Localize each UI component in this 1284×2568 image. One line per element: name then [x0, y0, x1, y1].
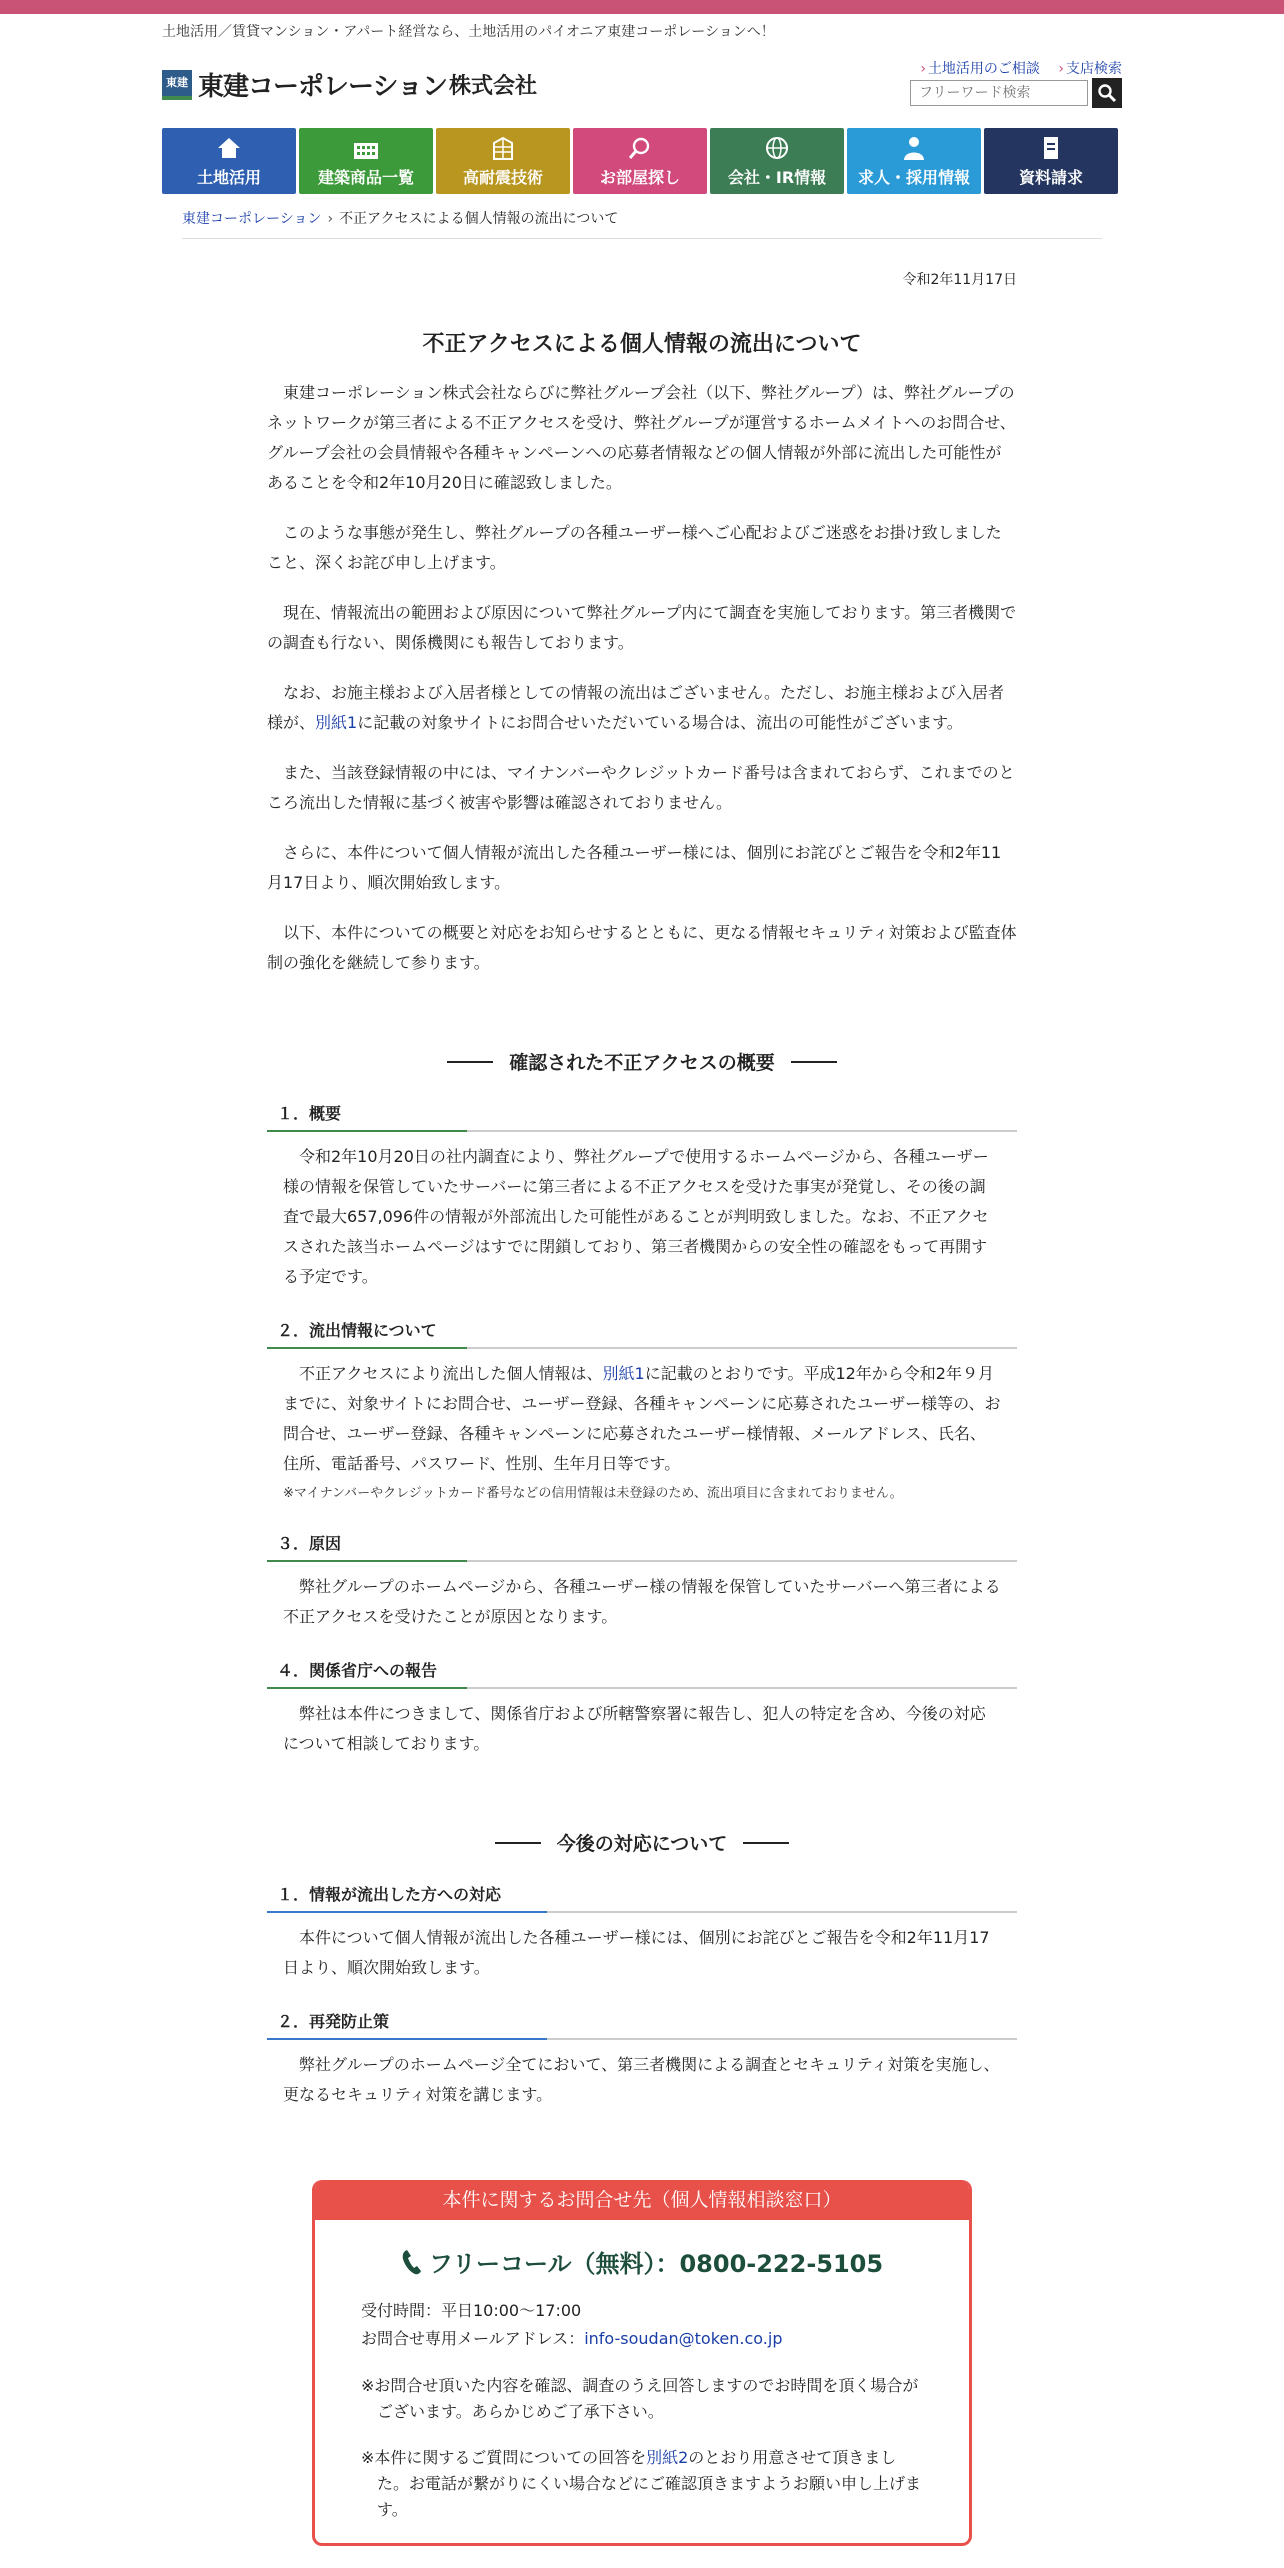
document-icon	[1038, 135, 1064, 161]
breadcrumb-current: 不正アクセスによる個人情報の流出について	[339, 211, 619, 227]
intro-paragraph-4: なお、お施主様および入居者様としての情報の流出はございません。ただし、お施主様および入居者様が、別紙1に記載の対象サイトにお問合せいただいている場合は、流出の可能性がございます。	[267, 683, 1004, 732]
intro-paragraph-5: また、当該登録情報の中には、マイナンバーやクレジットカード番号は含まれておらず、これまでのところ流出した情報に基づく被害や影響は確認されておりません。	[267, 763, 1015, 812]
nav-seismic-tech[interactable]: 高耐震技術	[436, 128, 570, 194]
intro-paragraph-1: 東建コーポレーション株式会社ならびに弊社グループ会社（以下、弊社グループ）は、弊社グループのネットワークが第三者による不正アクセスを受け、弊社グループが運営するホームメイトへのお問合せ、グループ会社の会員情報や各種キャンペーンへの応募者情報などの個人情報が外部に流出した可能性があることを令和2年10月20日に確認致しました。	[267, 383, 1016, 492]
overview-leaked-info-title: ２．流出情報について	[267, 1318, 1017, 1349]
magnifier-icon	[627, 135, 653, 161]
contact-mail-line: お問合せ専用メールアドレス：info-soudan@token.co.jp	[361, 2329, 783, 2348]
contact-note-2: ※本件に関するご質問についての回答を別紙2のとおり用意させて頂きました。お電話が繋がりにくい場合などにご確認頂きますようお願い申し上げます。	[361, 2448, 922, 2519]
chevron-right-icon: ›	[327, 211, 334, 227]
chevron-right-icon: ›	[1058, 61, 1064, 77]
intro-paragraph-7: 以下、本件についての概要と対応をお知らせするとともに、更なる情報セキュリティ対策および監査体制の強化を継続して参ります。	[267, 923, 1017, 972]
overview-cause-title: ３．原因	[267, 1531, 1017, 1562]
person-icon	[901, 135, 927, 161]
header-links	[906, 58, 1122, 78]
overview-summary-title: １．概要	[267, 1101, 1017, 1132]
overview-cause-text: 弊社グループのホームページから、各種ユーザー様の情報を保管していたサーバーへ第三者による不正アクセスを受けたことが原因となります。	[283, 1577, 1001, 1626]
page-header	[162, 22, 1122, 239]
publish-date: 令和2年11月17日	[902, 272, 1017, 288]
search-button[interactable]	[1092, 78, 1122, 108]
nav-request-docs[interactable]: 資料請求	[984, 128, 1118, 194]
nav-recruit[interactable]: 求人・採用情報	[847, 128, 981, 194]
page-title: 不正アクセスによる個人情報の流出について	[422, 332, 862, 357]
house-icon	[216, 135, 242, 161]
globe-icon	[764, 135, 790, 161]
attachment-1-link[interactable]: 別紙1	[602, 1364, 645, 1383]
freecall-number[interactable]: フリーコール（無料）：0800-222-5105	[361, 2244, 923, 2279]
contact-hours: 受付時間：平日10:00～17:00	[361, 2301, 582, 2320]
company-logo[interactable]	[162, 66, 537, 103]
search-icon	[1097, 83, 1117, 103]
logo-text: 東建コーポレーション	[198, 72, 447, 102]
intro-paragraph-6: さらに、本件について個人情報が流出した各種ユーザー様には、個別にお詫びとご報告を令和2年11月17日より、順次開始致します。	[267, 843, 1002, 892]
intro-paragraph-3: 現在、情報流出の範囲および原因について弊社グループ内にて調査を実施しております。第三者機関での調査も行ない、関係機関にも報告しております。	[267, 603, 1017, 652]
response-prevention-text: 弊社グループのホームページ全てにおいて、第三者機関による調査とセキュリティ対策を実施し、更なるセキュリティ対策を講じます。	[283, 2055, 1000, 2104]
branch-search-link[interactable]: › 支店検索	[1058, 61, 1122, 77]
land-consult-link[interactable]: › 土地活用のご相談	[920, 61, 1040, 77]
response-affected-text: 本件について個人情報が流出した各種ユーザー様には、個別にお詫びとご報告を令和2年11月17日より、順次開始致します。	[283, 1928, 990, 1977]
nav-land-use[interactable]: 土地活用	[162, 128, 296, 194]
overview-heading: 確認された不正アクセスの概要	[267, 1048, 1017, 1075]
response-affected-title: １．情報が流出した方への対応	[267, 1882, 1017, 1913]
breadcrumb-home[interactable]: 東建コーポレーション	[182, 211, 322, 227]
contact-mail-link[interactable]: info-soudan@token.co.jp	[584, 2329, 783, 2348]
response-prevention-title: ２．再発防止策	[267, 2009, 1017, 2040]
chevron-right-icon: ›	[920, 61, 926, 77]
contact-box	[312, 2180, 972, 2546]
overview-report-text: 弊社は本件につきまして、関係省庁および所轄警察署に報告し、犯人の特定を含め、今後の対応について相談しております。	[283, 1704, 986, 1753]
intro-paragraph-2: このような事態が発生し、弊社グループの各種ユーザー様へご心配およびご迷惑をお掛け致しましたこと、深くお詫び申し上げます。	[267, 523, 1002, 572]
nav-room-search[interactable]: お部屋探し	[573, 128, 707, 194]
overview-leaked-info-text: 不正アクセスにより流出した個人情報は、別紙1に記載のとおりです。平成12年から令和2年９月までに、対象サイトにお問合せ、ユーザー登録、各種キャンペーンに応募されたユーザー様等の、お問合せ、ユーザー登録、各種キャンペーンに応募されたユーザー様情報、メールアドレス、氏名、住所、電話番号、パスワード、性別、生年月日等です。	[283, 1364, 1001, 1473]
tagline: 土地活用／賃貸マンション・アパート経営なら、土地活用のパイオニア東建コーポレーションへ！	[162, 24, 775, 40]
overview-report-title: ４．関係省庁への報告	[267, 1658, 1017, 1689]
logo-mark: 東建	[162, 70, 192, 100]
overview-summary-text: 令和2年10月20日の社内調査により、弊社グループで使用するホームページから、各種ユーザー様の情報を保管していたサーバーに第三者による不正アクセスを受けた事実が発覚し、その後の調査で最大657,096件の情報が外部流出した可能性があることが判明致しました。なお、不正アクセスされた該当ホームページはすでに閉鎖しており、第三者機関からの安全性の確認をもって再開する予定です。	[283, 1147, 989, 1286]
breadcrumb	[182, 208, 1102, 239]
main-content	[267, 269, 1017, 2546]
contact-heading: 本件に関するお問合せ先（個人情報相談窓口）	[315, 2180, 969, 2220]
phone-icon	[401, 2248, 423, 2276]
search-input[interactable]	[910, 80, 1088, 106]
contact-note-1: ※お問合せ頂いた内容を確認、調査のうえ回答しますのでお時間を頂く場合がございます。あらかじめご了承下さい。	[361, 2376, 919, 2421]
building-icon	[353, 135, 379, 161]
response-heading: 今後の対応について	[267, 1829, 1017, 1856]
structure-icon	[490, 135, 516, 161]
header	[162, 58, 1122, 116]
nav-building-products[interactable]: 建築商品一覧	[299, 128, 433, 194]
nav-company-ir[interactable]: 会社・IR情報	[710, 128, 844, 194]
attachment-2-link[interactable]: 別紙2	[646, 2448, 689, 2467]
global-nav	[162, 128, 1122, 194]
logo-sub: 株式会社	[448, 73, 537, 99]
overview-leaked-info-note: ※マイナンバーやクレジットカード番号などの信用情報は未登録のため、流出項目に含まれておりません。	[283, 1486, 903, 1501]
attachment-1-link[interactable]: 別紙1	[315, 713, 358, 732]
top-accent-bar	[0, 0, 1284, 14]
search-box	[910, 80, 1122, 110]
